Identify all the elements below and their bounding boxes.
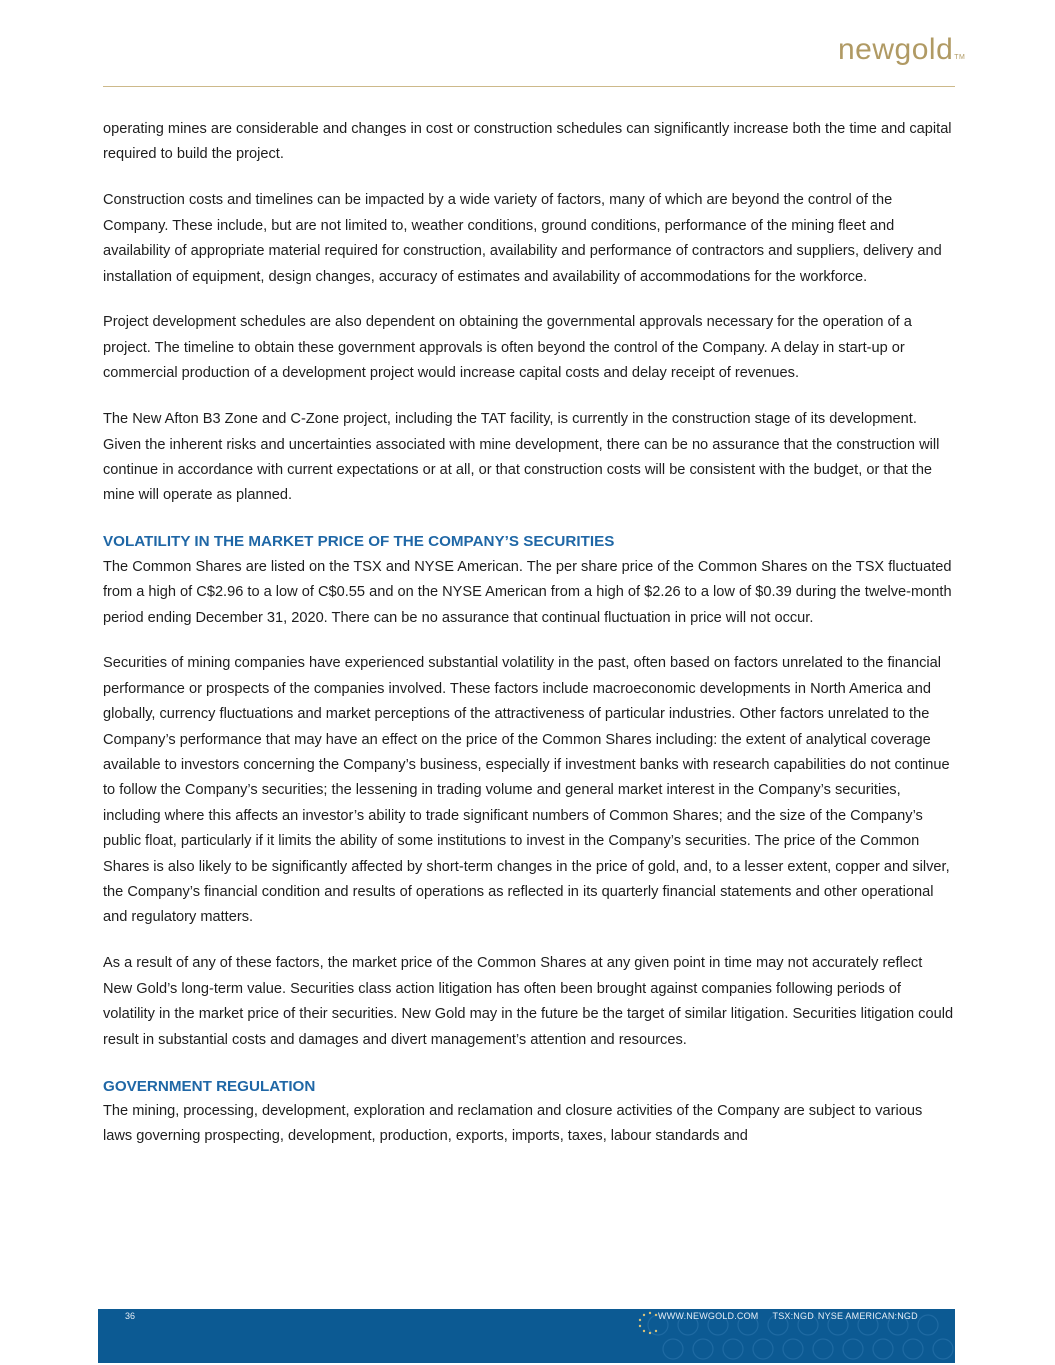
page-number: 36 [125,1311,136,1321]
nyse-ticker: NYSE AMERICAN:NGD [817,1311,918,1321]
website-link[interactable]: WWW.NEWGOLD.COM [658,1311,759,1321]
document-body [103,117,955,1170]
paragraph: The New Afton B3 Zone and C-Zone project, including the TAT facility, is currently in the construction stage of its development. Given the inherent risks and uncertainties associated with mine development, there can be no assurance that the construction will continue in accordance with current expectations or at all, or that construction costs will be consistent with the budget, or that the mine will operate as planned. [103,411,940,504]
paragraph: The Common Shares are listed on the TSX and NYSE American. The per share price of the Common Shares on the TSX fluctuated from a high of C$2.96 to a low of C$0.55 and on the NYSE American from a high of $2.26 to a low of $0.39 during the twelve-month period ending December 31, 2020. There can be no assurance that continual fluctuation in price will not occur. [103,558,952,626]
tsx-ticker: TSX:NGD [772,1311,814,1321]
logo-trademark: TM [954,54,966,61]
paragraph: Construction costs and timelines can be impacted by a wide variety of factors, many of which are beyond the control of the Company. These include, but are not limited to, weather conditions, ground conditions, performance of the mining fleet and availability of appropriate material required for construction, availability and performance of contractors and suppliers, delivery and installation of equipment, design changes, accuracy of estimates and availability of accommodations for the workforce. [103,192,942,285]
section-heading-government-regulation: GOVERNMENT REGULATION [103,1077,316,1095]
paragraph: Securities of mining companies have experienced substantial volatility in the past, often based on factors unrelated to the financial performance or prospects of the companies involved. These factors include macroeconomic developments in North America and globally, currency fluctuations and market perceptions of the attractiveness of particular industries. Other factors unrelated to the Company’s performance that may have an effect on the price of the Common Shares including: the extent of analytical coverage available to investors concerning the Company’s business, especially if investment banks with research capabilities do not continue to follow the Company’s securities; the lessening in trading volume and general market interest in the Company’s securities, including where this affects an investor’s ability to trade significant numbers of Common Shares; and the size of the Company’s public float, particularly if it limits the ability of some institutions to invest in the Company’s securities. The price of the Common Shares is also likely to be significantly affected by short-term changes in the price of gold, and, to a lesser extent, copper and silver, the Company’s financial condition and results of operations as reflected in its quarterly financial statements and other operational and regulatory matters. [103,655,950,926]
footer-contact [658,1311,918,1321]
paragraph: The mining, processing, development, exploration and reclamation and closure activities of the Company are subject to various laws governing prospecting, development, production, exports, imports, taxes, labour standards and [103,1102,923,1145]
paragraph: Project development schedules are also dependent on obtaining the governmental approvals necessary for the operation of a project. The timeline to obtain these government approvals is often beyond the control of the Company. A delay in start-up or commercial production of a development project would increase capital costs and delay receipt of revenues. [103,314,912,382]
paragraph: As a result of any of these factors, the market price of the Common Shares at any given point in time may not accurately reflect New Gold’s long-term value. Securities class action litigation has often been brought against companies following periods of volatility in the market price of their securities. New Gold may in the future be the target of similar litigation. Securities litigation could result in substantial costs and damages and divert management’s attention and resources. [103,955,954,1048]
section-heading-volatility: VOLATILITY IN THE MARKET PRICE OF THE COMPANY’S SECURITIES [103,533,615,551]
logo-prefix: new [838,33,895,66]
logo-suffix: gold [894,33,954,66]
paragraph: operating mines are considerable and changes in cost or construction schedules can significantly increase both the time and capital required to build the project. [103,121,952,163]
header-rule [103,86,955,87]
page-footer [98,1309,955,1363]
newgold-logo [838,30,965,70]
